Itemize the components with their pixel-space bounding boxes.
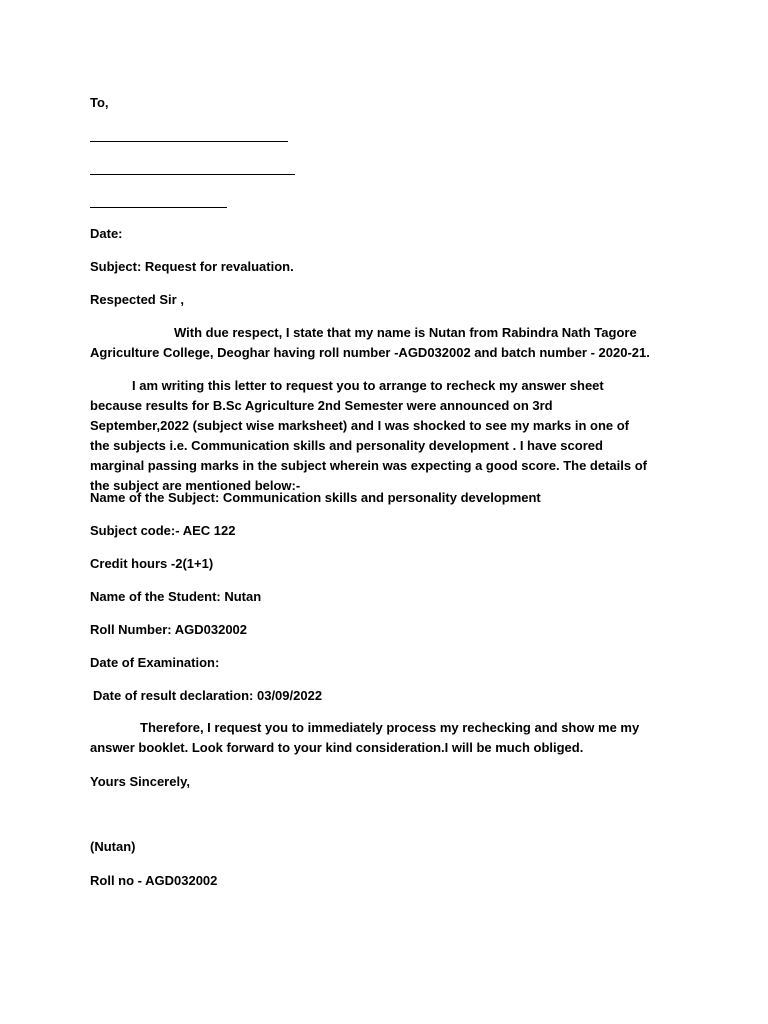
detail-result-date: Date of result declaration: 03/09/2022 bbox=[93, 688, 323, 703]
address-blank-2 bbox=[90, 161, 295, 181]
signature-roll: Roll no - AGD032002 bbox=[90, 873, 218, 888]
address-blank-3 bbox=[90, 194, 227, 214]
detail-exam-date: Date of Examination: bbox=[90, 655, 220, 670]
detail-roll-number: Roll Number: AGD032002 bbox=[90, 622, 248, 637]
closing-paragraph: Therefore, I request you to immediately process my rechecking and show me my answer booklet. Look forward to your kind consideration.I will be much obliged. bbox=[90, 720, 640, 755]
detail-subject-code: Subject code:- AEC 122 bbox=[90, 523, 236, 538]
intro-paragraph: With due respect, I state that my name is Nutan from Rabindra Nath Tagore Agriculture College, Deoghar having roll number -AGD032002 and batch number - 2020-21. bbox=[90, 325, 650, 360]
detail-credit-hours: Credit hours -2(1+1) bbox=[90, 556, 214, 571]
address-blank-1 bbox=[90, 128, 288, 148]
detail-subject-name: Name of the Subject: Communication skills and personality development bbox=[90, 490, 541, 505]
date-line: Date: bbox=[90, 226, 123, 241]
signature-name: (Nutan) bbox=[90, 839, 136, 854]
to-line: To, bbox=[90, 95, 109, 110]
subject-line: Subject: Request for revaluation. bbox=[90, 259, 294, 274]
detail-student-name: Name of the Student: Nutan bbox=[90, 589, 262, 604]
body-paragraph: I am writing this letter to request you to arrange to recheck my answer sheet because results for B.Sc Agriculture 2nd Semester were announced on 3rd September,2022 (subject wise marksheet) and I was shocked to see my marks in one of the subjects i.e. Communication skills and personality development . I have scored marginal passing marks in the subject wherein was expecting a good score. The details of the subject are mentioned below:- bbox=[90, 378, 647, 493]
sign-off: Yours Sincerely, bbox=[90, 774, 190, 789]
salutation: Respected Sir , bbox=[90, 292, 184, 307]
